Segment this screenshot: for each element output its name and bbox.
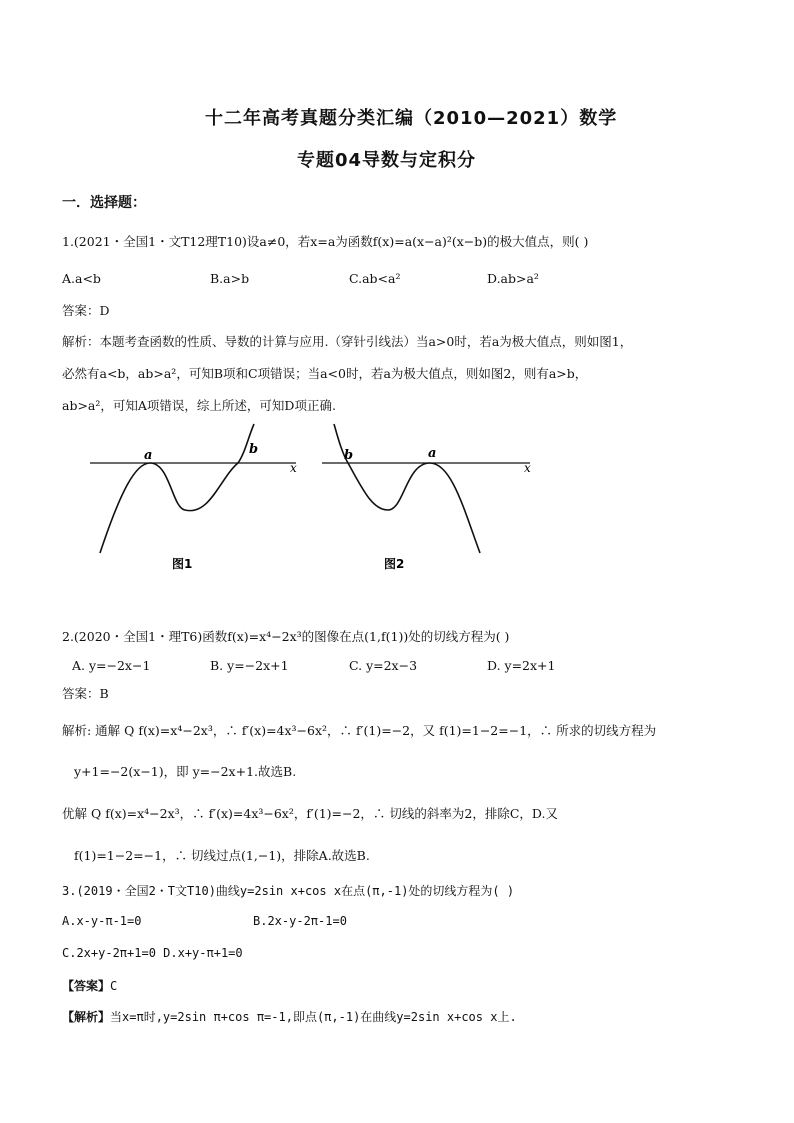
q3-answer-label: 【答案】 (62, 979, 111, 993)
fig1-label-x: x (290, 461, 297, 475)
q1-stem: 1.(2021・全国1・文T12理T10)设a≠0，若x=a为函数f(x)=a(x−a)²(x−b)的极大值点，则( ) (62, 234, 589, 249)
q3-answer-row (62, 977, 117, 994)
fig1-curve (100, 424, 254, 553)
q3-stem: 3.(2019・全国2・T文T10)曲线y=2sin x+cos x在点(π,-1)处的切线方程为( ) (62, 884, 515, 898)
q2-option-a: A. y=−2x−1 (72, 658, 151, 673)
fig2-caption: 图2 (384, 557, 405, 571)
fig2-label-a: a (428, 446, 437, 461)
q3-option-b: B.2x-y-2π-1=0 (253, 914, 347, 928)
fig2-curve (334, 424, 480, 553)
document-title: 十二年高考真题分类汇编（2010—2021）数学 (205, 108, 618, 129)
q1-option-b: B.a>b (210, 271, 250, 286)
q3-answer-value: C (110, 979, 118, 993)
q3-options-c-d: C.2x+y-2π+1=0 D.x+y-π+1=0 (62, 946, 243, 960)
q1-option-d: D.ab>a² (487, 271, 539, 286)
q3-analysis-label: 【解析】 (62, 1010, 111, 1024)
q1-option-a: A.a<b (62, 271, 101, 286)
q1-analysis-line-3: ab>a²，可知A项错误，综上所述，可知D项正确. (62, 398, 336, 413)
fig1-label-a: a (144, 448, 153, 463)
q2-option-b: B. y=−2x+1 (210, 658, 289, 673)
fig2-label-b: b (344, 448, 354, 463)
document-subtitle: 专题04导数与定积分 (297, 150, 477, 171)
q3-analysis-text: 当x=π时,y=2sin π+cos π=-1,即点(π,-1)在曲线y=2sin x+cos x上. (110, 1010, 517, 1024)
section-heading: 一．选择题： (62, 195, 146, 211)
fig2-label-x: x (524, 461, 531, 475)
q3-option-a: A.x-y-π-1=0 (62, 914, 142, 928)
fig1-label-b: b (249, 442, 259, 457)
q2-analysis-line-1: 解析: 通解 Q f(x)=x⁴−2x³，∴ f′(x)=4x³−6x²，∴ f′(1)=−2，又 f(1)=1−2=−1，∴ 所求的切线方程为 (62, 723, 657, 738)
q1-option-c: C.ab<a² (349, 271, 401, 286)
q2-answer: 答案：B (62, 686, 109, 701)
q1-figure (60, 418, 550, 578)
fig1-caption: 图1 (172, 557, 193, 571)
q2-option-d: D. y=2x+1 (487, 658, 556, 673)
q2-analysis-line-2: y+1=−2(x−1)，即 y=−2x+1.故选B. (74, 764, 297, 779)
q1-analysis-line-2: 必然有a<b，ab>a²，可知B项和C项错误；当a<0时，若a为极大值点，则如图2，则有a>b， (62, 366, 588, 381)
q1-answer: 答案：D (62, 303, 110, 318)
q3-analysis-row (62, 1008, 517, 1025)
q1-analysis-line-1: 解析：本题考查函数的性质、导数的计算与应用.（穿针引线法）当a>0时，若a为极大值点，则如图1， (62, 334, 633, 349)
q2-alt-line-2: f(1)=1−2=−1，∴ 切线过点(1,−1)，排除A.故选B. (74, 848, 370, 863)
q2-option-c: C. y=2x−3 (349, 658, 418, 673)
q2-alt-line-1: 优解 Q f(x)=x⁴−2x³，∴ f′(x)=4x³−6x²，f′(1)=−2，∴ 切线的斜率为2，排除C，D.又 (62, 806, 558, 821)
q2-stem: 2.(2020・全国1・理T6)函数f(x)=x⁴−2x³的图像在点(1,f(1))处的切线方程为( ) (62, 629, 510, 644)
